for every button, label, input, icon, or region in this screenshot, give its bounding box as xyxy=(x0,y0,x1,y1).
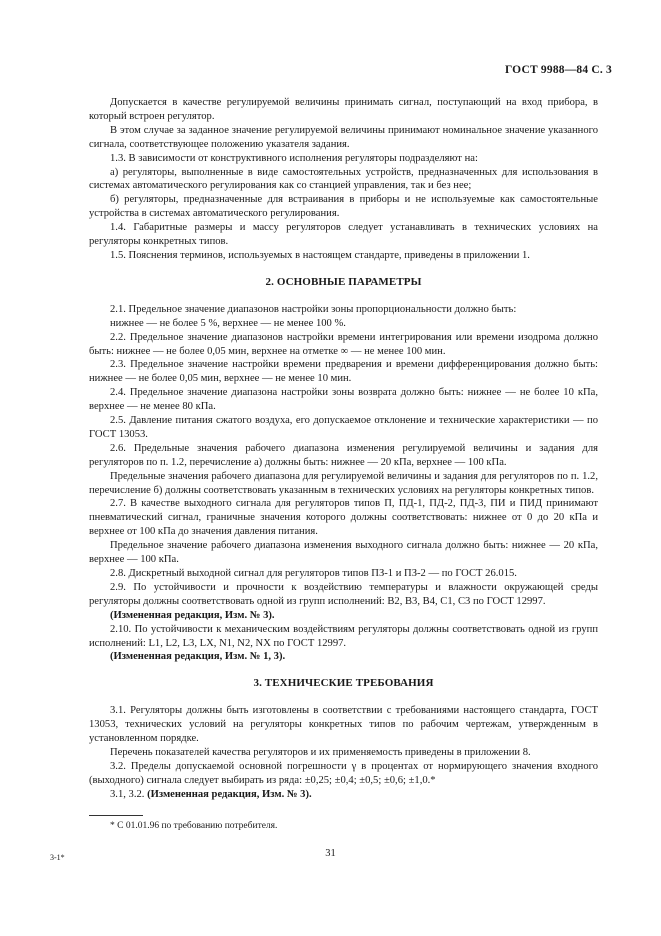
paragraph: а) регуляторы, выполненные в виде самостоятельных устройств, предназначенных для использования в системах автоматического регулирования как со станцией управления, так и без нее; xyxy=(89,166,598,192)
paragraph: Предельное значение рабочего диапазона изменения выходного сигнала должно быть: нижнее — 20 кПа, верхнее — 100 кПа. xyxy=(89,540,598,566)
paragraph: 2.1. Предельное значение диапазонов настройки зоны пропорциональности должно быть: xyxy=(110,303,517,315)
document-body xyxy=(89,96,598,802)
paragraph: нижнее — не более 5 %, верхнее — не менее 100 %. xyxy=(110,317,346,329)
paragraph: 1.5. Пояснения терминов, используемых в настоящем стандарте, приведены в приложении 1. xyxy=(110,249,530,261)
paragraph: 2.6. Предельные значения рабочего диапазона изменения регулируемой величины и задания для регуляторов по п. 1.2, перечисление а) должны быть: нижнее — 20 кПа, верхнее — 100 кПа. xyxy=(89,442,598,468)
page-number: 31 xyxy=(325,848,336,859)
paragraph: В этом случае за заданное значение регулируемой величины принимают номинальное значение указанного сигнала, соответствующее положению указателя задания. xyxy=(89,124,598,150)
paragraph: 2.7. В качестве выходного сигнала для регуляторов типов П, ПД-1, ПД-2, ПД-3, ПИ и ПИД принимают пневматический сигнал, граничные значения которого должны соответствовать: нижнее от 0 до 20 кПа и верхнее от 100 кПа до значения давления питания. xyxy=(89,498,598,538)
paragraph: 1.4. Габаритные размеры и массу регуляторов следует устанавливать в технических условиях на регуляторы конкретных типов. xyxy=(89,222,598,248)
paragraph: 2.5. Давление питания сжатого воздуха, его допускаемое отклонение и технические характеристики — по ГОСТ 13053. xyxy=(89,415,598,440)
page-header: ГОСТ 9988—84 С. 3 xyxy=(504,64,612,76)
amendment-note xyxy=(89,788,598,802)
amendment-note: (Измененная редакция, Изм. № 3). xyxy=(110,609,275,621)
paragraph: 1.3. В зависимости от конструктивного исполнения регуляторы подразделяют на: xyxy=(110,152,478,164)
footnote: * С 01.01.96 по требованию потребителя. xyxy=(110,821,278,831)
paragraph: 2.10. По устойчивости к механическим воздействиям регуляторы должны соответствовать одной из групп исполнений: L1, L2, L3, LX, N1, N2, NX по ГОСТ 12997. xyxy=(89,623,598,649)
paragraph: Перечень показателей качества регуляторов и их применяемость приведены в приложении 8. xyxy=(110,746,531,758)
clause-reference: 3.1, 3.2. xyxy=(110,788,148,800)
paragraph: 2.9. По устойчивости и прочности к воздействию температуры и влажности окружающей среды регуляторы должны соответствовать одной из групп исполнений: В2, В3, В4, С1, С3 по ГОСТ 12997. xyxy=(89,581,598,607)
amendment-note: (Измененная редакция, Изм. № 1, 3). xyxy=(110,651,286,663)
paragraph: 2.8. Дискретный выходной сигнал для регуляторов типов ПЗ-1 и ПЗ-2 — по ГОСТ 26.015. xyxy=(110,568,517,579)
section-heading: 3. ТЕХНИЧЕСКИЕ ТРЕБОВАНИЯ xyxy=(253,677,434,690)
footnote-divider xyxy=(89,815,143,816)
paragraph: б) регуляторы, предназначенные для встраивания в приборы и не используемые как самостоятельные устройства в системах автоматического регулирования. xyxy=(89,194,598,220)
amendment-text: (Измененная редакция, Изм. № 3). xyxy=(147,788,312,800)
paragraph: 2.3. Предельное значение настройки времени предварения и времени дифференцирования должно быть: нижнее — не более 0,05 мин, верхнее — не менее 10 мин. xyxy=(89,359,598,385)
paragraph: Допускается в качестве регулируемой величины принимать сигнал, поступающий на вход прибора, в который встроен регулятор. xyxy=(89,97,598,122)
sheet-mark: 3-1* xyxy=(50,853,65,862)
paragraph: 2.2. Предельное значение диапазонов настройки времени интегрирования или времени изодрома должно быть: нижнее — не более 0,05 мин, верхнее на отметке ∞ — не менее 100 мин. xyxy=(89,331,598,357)
paragraph: 2.4. Предельное значение диапазона настройки зоны возврата должно быть: нижнее — не более 10 кПа, верхнее — не менее 80 кПа. xyxy=(89,387,598,413)
paragraph: Предельные значения рабочего диапазона для регулируемой величины и задания для регуляторов по п. 1.2, перечисление б) должны соответствовать указанным в технических условиях на регуляторы конкретных типов. xyxy=(89,470,598,496)
paragraph: 3.1. Регуляторы должны быть изготовлены в соответствии с требованиями настоящего стандарта, ГОСТ 13053, технических условий на регуляторы конкретных типов по рабочим чертежам, утвержденным в установленном порядке. xyxy=(89,705,598,745)
paragraph: 3.2. Пределы допускаемой основной погрешности γ в процентах от нормирующего значения входного (выходного) сигнала следует выбирать из ряда: ±0,25; ±0,4; ±0,5; ±0,6; ±1,0.* xyxy=(89,760,598,786)
section-heading: 2. ОСНОВНЫЕ ПАРАМЕТРЫ xyxy=(265,275,422,288)
